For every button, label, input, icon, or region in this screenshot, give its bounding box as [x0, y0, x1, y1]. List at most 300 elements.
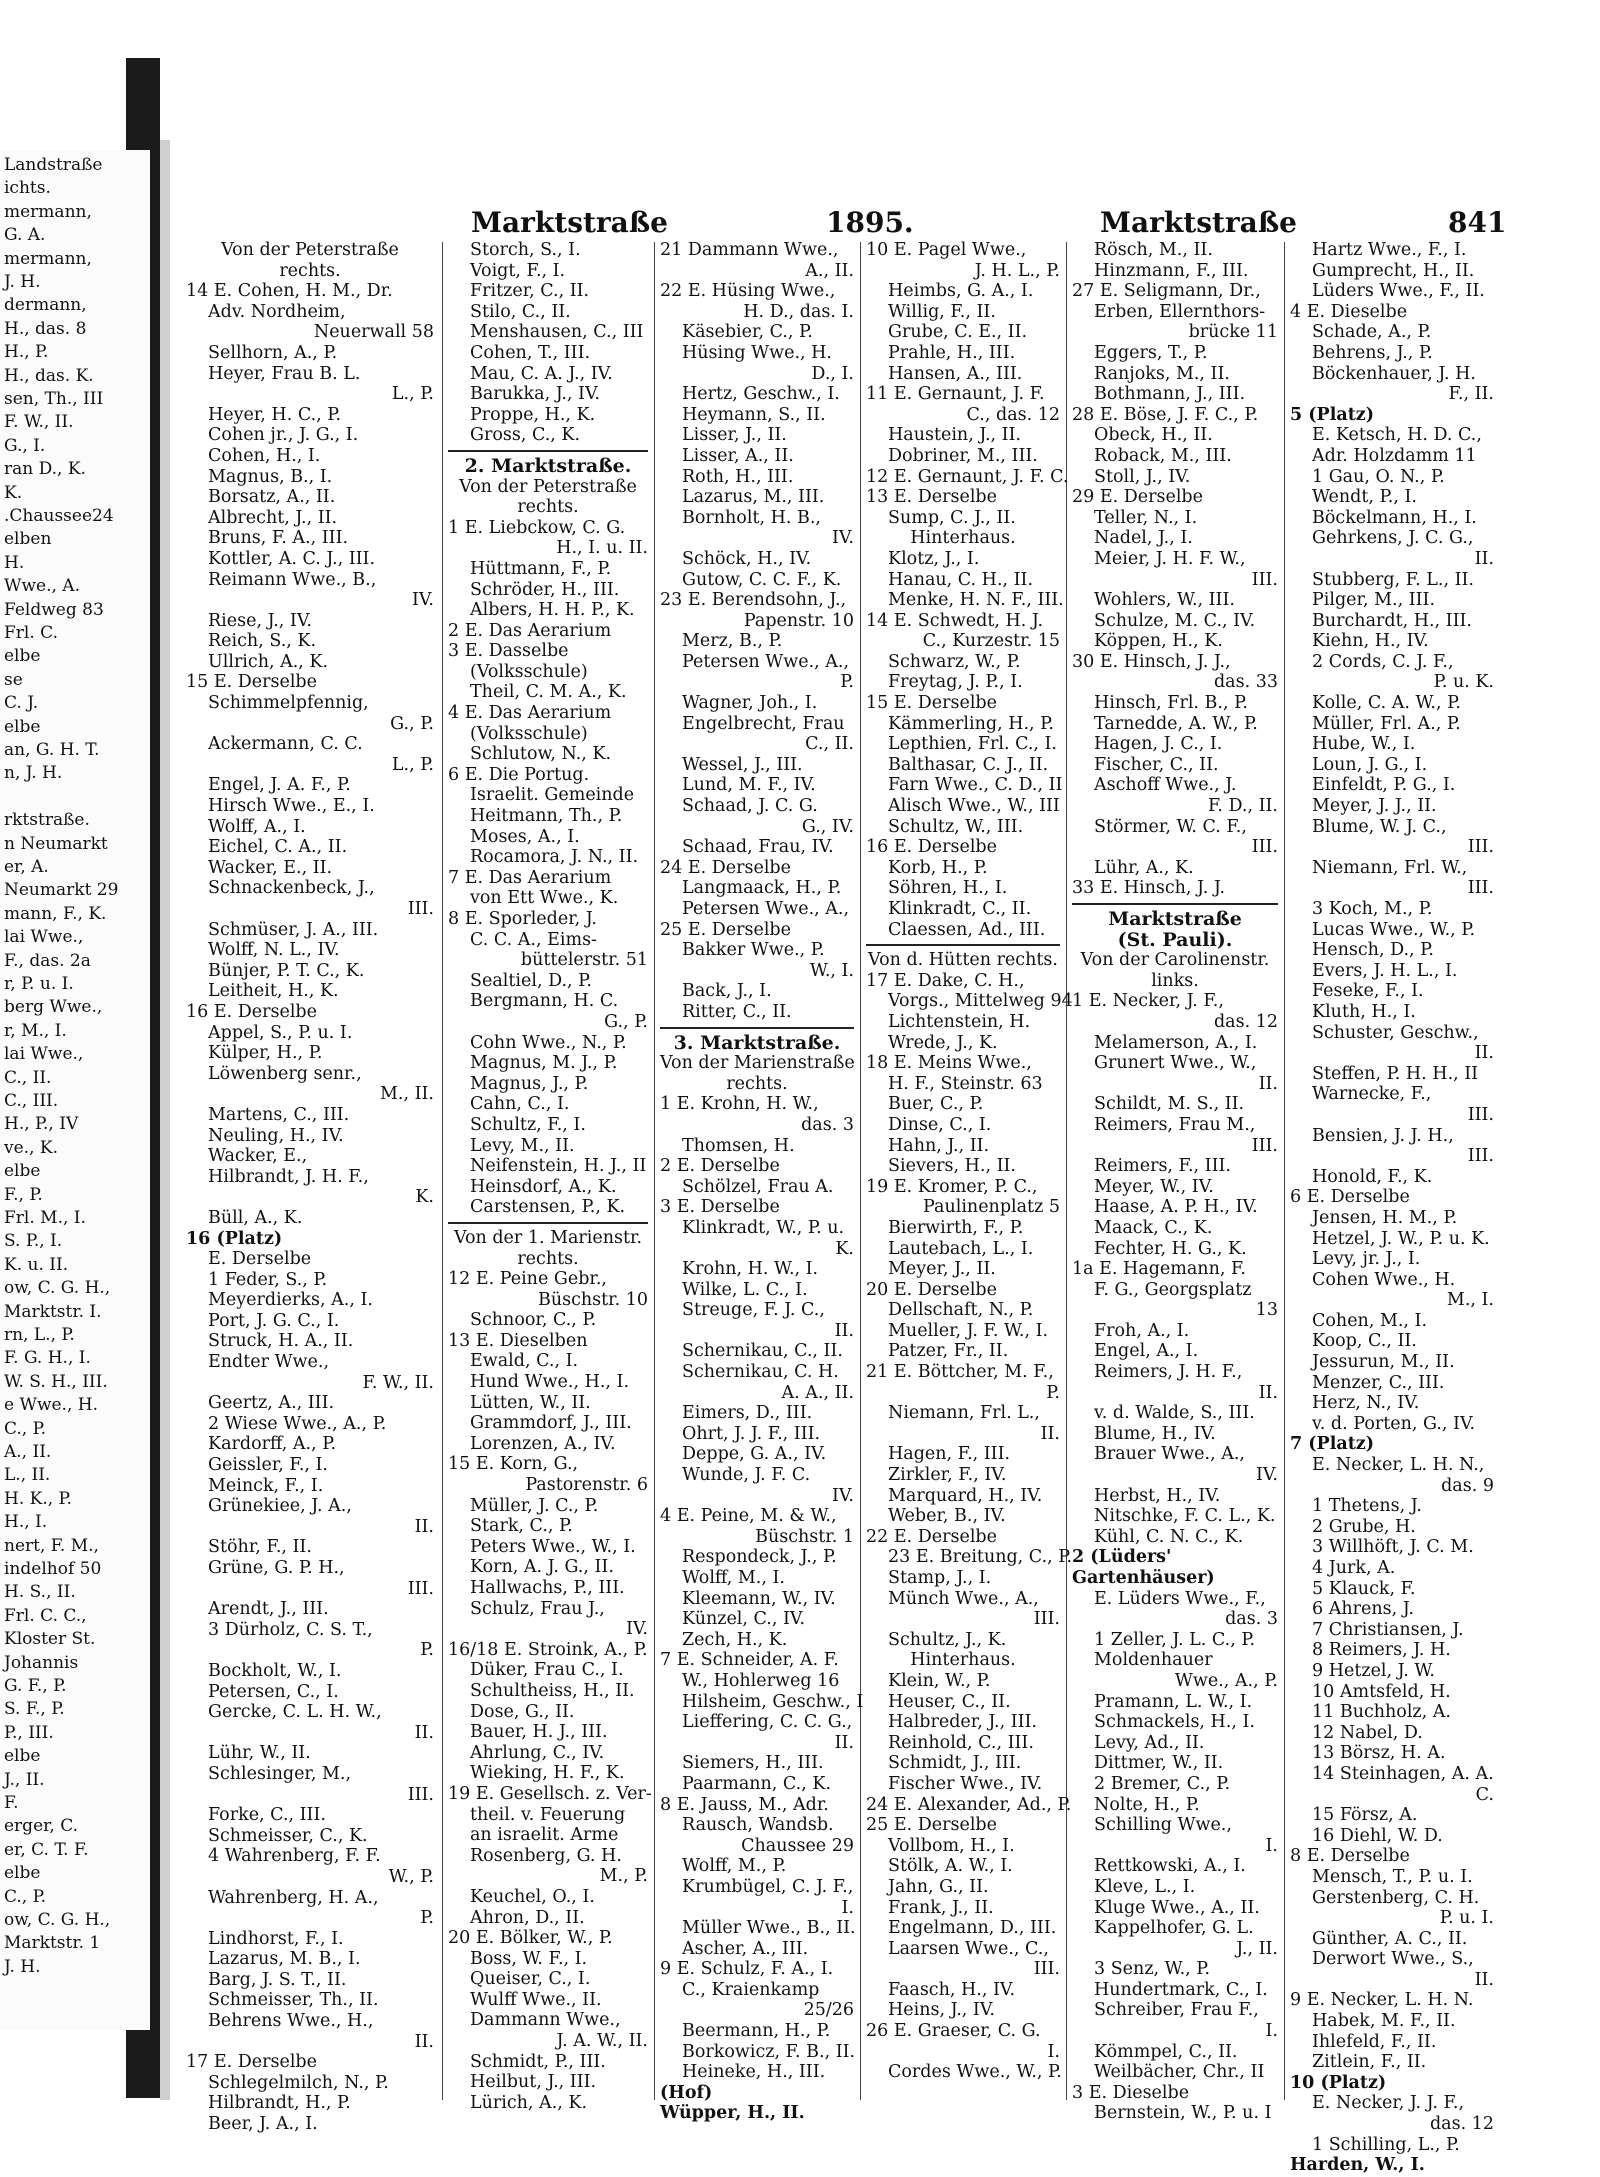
- directory-entry-line: Meyer, J., II.: [888, 1259, 996, 1280]
- previous-page-line: J., II.: [4, 1769, 45, 1790]
- directory-entry-line: 26 E. Graeser, C. G.: [866, 2021, 1041, 2042]
- column-divider: [442, 242, 443, 2100]
- directory-entry-line: Schöck, H., IV.: [682, 548, 812, 569]
- previous-page-line: e Wwe., H.: [4, 1395, 98, 1416]
- directory-entry-line: 24 E. Alexander, Ad., P.: [866, 1794, 1072, 1815]
- previous-page-line: Marktstr. I.: [4, 1301, 102, 1322]
- directory-entry-line: Siemers, H., III.: [682, 1753, 824, 1774]
- directory-entry-line: 16 Diehl, W. D.: [1312, 1825, 1443, 1846]
- directory-entry-line: Levy, M., II.: [470, 1135, 575, 1156]
- directory-entry-line: 2 Cords, C. J. F.,: [1312, 651, 1454, 672]
- directory-entry-line: Ewald, C., I.: [470, 1351, 579, 1372]
- directory-entry-line: Paarmann, C., K.: [682, 1773, 832, 1794]
- directory-entry-line: P. u. K.: [1433, 672, 1494, 693]
- directory-entry-line: 21 E. Böttcher, M. F.,: [866, 1362, 1054, 1383]
- previous-page-line: Landstraße: [4, 155, 103, 175]
- directory-entry-line: Gutow, C. C. F., K.: [682, 569, 842, 590]
- previous-page-line: elbe: [4, 1161, 41, 1182]
- directory-entry-line: 20 E. Derselbe: [866, 1279, 997, 1300]
- directory-entry-line: Wendt, P., I.: [1312, 487, 1417, 508]
- directory-entry-line: 13 Börsz, H. A.: [1312, 1743, 1446, 1764]
- directory-entry-line: Pastorenstr. 6: [525, 1475, 648, 1496]
- directory-entry-line: Feseke, F., I.: [1312, 981, 1424, 1002]
- directory-entry-line: C., II.: [805, 734, 854, 755]
- directory-entry-line: 14 Steinhagen, A. A.: [1312, 1763, 1494, 1784]
- directory-entry-line: 3 Senz, W., P.: [1094, 1959, 1211, 1980]
- street-section-heading: (St. Pauli).: [1117, 928, 1233, 951]
- directory-entry-line: Menke, H. N. F., III.: [888, 590, 1064, 611]
- directory-entry-line: I.: [841, 1897, 854, 1918]
- directory-entry-line: das. 12: [1429, 2114, 1494, 2135]
- directory-entry-line: Brauer Wwe., A.,: [1094, 1444, 1245, 1465]
- directory-entry-line: 20 E. Bölker, W., P.: [448, 1928, 613, 1949]
- directory-entry-line: Magnus, B., I.: [208, 466, 333, 487]
- directory-entry-line: Heuser, C., II.: [888, 1691, 1011, 1712]
- directory-entry-line: Struck, H. A., II.: [208, 1331, 354, 1352]
- previous-page-fragment: [0, 150, 150, 2030]
- column-1: [186, 240, 434, 2135]
- directory-entry-line: E. Lüders Wwe., F.,: [1094, 1588, 1266, 1609]
- directory-entry-line: 1a E. Hagemann, F.: [1072, 1259, 1246, 1280]
- directory-entry-line: Wacker, E., II.: [208, 857, 333, 878]
- directory-entry-line: Kolle, C. A. W., P.: [1312, 693, 1461, 714]
- directory-entry-line: 15 E. Derselbe: [866, 693, 997, 714]
- directory-entry-line: Schnoor, C., P.: [470, 1310, 597, 1331]
- directory-entry-line: Von der 1. Marienstr.: [453, 1227, 643, 1248]
- directory-entry-line: Borkowicz, F. B., II.: [682, 2041, 856, 2062]
- directory-entry-line: Fischer Wwe., IV.: [888, 1773, 1043, 1794]
- directory-entry-line: Reimers, Frau M.,: [1094, 1114, 1256, 1135]
- directory-entry-line: C. C. A., Eims-: [470, 929, 597, 950]
- directory-entry-line: Steffen, P. H. H., II: [1312, 1063, 1479, 1084]
- directory-entry-line: Bernstein, W., P. u. I: [1094, 2103, 1272, 2124]
- directory-entry-line: Schlegelmilch, N., P.: [208, 2072, 389, 2093]
- previous-page-line: Neumarkt 29: [4, 880, 119, 901]
- directory-entry-line: I.: [1265, 1835, 1278, 1856]
- directory-entry-line: Von der Carolinenstr.: [1080, 950, 1270, 971]
- directory-entry-line: Roback, M., III.: [1094, 445, 1232, 466]
- directory-entry-line: P. u. I.: [1439, 1908, 1494, 1929]
- directory-entry-line: Wohlers, W., III.: [1094, 590, 1235, 611]
- directory-entry-line: Hund Wwe., H., I.: [470, 1372, 630, 1393]
- directory-entry-line: Boss, W. F., I.: [470, 1948, 588, 1969]
- previous-page-line: S. P., I.: [4, 1231, 63, 1252]
- left-running-title: Marktstraße: [471, 206, 668, 239]
- directory-entry-line: Riese, J., IV.: [208, 610, 312, 631]
- directory-entry-line: Meyer, J. J., II.: [1312, 796, 1437, 817]
- directory-entry-line: 29 E. Derselbe: [1072, 487, 1203, 508]
- directory-entry-line: 10 (Platz): [1290, 2072, 1387, 2093]
- directory-entry-line: M., II.: [380, 1084, 434, 1105]
- directory-entry-line: W., Hohlerweg 16: [682, 1670, 840, 1691]
- directory-entry-line: Stark, C., P.: [470, 1516, 573, 1537]
- previous-page-line: L., II.: [4, 1465, 51, 1486]
- directory-entry-line: Hetzel, J. W., P. u. K.: [1312, 1228, 1490, 1249]
- directory-entry-line: Hilsheim, Geschw., I: [682, 1691, 864, 1712]
- previous-page-line: r, M., I.: [4, 1020, 67, 1041]
- directory-entry-line: 12 E. Gernaunt, J. F. C.: [866, 466, 1069, 487]
- directory-entry-line: Reinhold, C., III.: [888, 1732, 1034, 1753]
- directory-entry-line: Wolff, A., I.: [208, 816, 306, 837]
- directory-entry-line: Lieffering, C. C. G.,: [682, 1712, 853, 1733]
- directory-entry-line: Lepthien, Frl. C., I.: [888, 734, 1057, 755]
- directory-entry-line: Böckelmann, H., I.: [1312, 507, 1477, 528]
- directory-entry-line: (Volksschule): [470, 661, 588, 682]
- directory-entry-line: III.: [407, 1578, 434, 1599]
- directory-entry-line: an israelit. Arme: [470, 1825, 619, 1846]
- previous-page-line: erger, C.: [4, 1816, 79, 1837]
- directory-entry-line: Krumbügel, C. J. F.,: [682, 1876, 854, 1897]
- directory-entry-line: Hilbrandt, J. H. F.,: [208, 1166, 369, 1187]
- directory-entry-line: III.: [1033, 1609, 1060, 1630]
- directory-entry-line: C.: [1475, 1784, 1494, 1805]
- directory-entry-line: Petersen, C., I.: [208, 1681, 339, 1702]
- directory-entry-line: Hundertmark, C., I.: [1094, 1979, 1268, 2000]
- directory-entry-line: links.: [1151, 970, 1199, 991]
- directory-entry-line: Borsatz, A., II.: [208, 487, 336, 508]
- directory-entry-line: 12 E. Peine Gebr.,: [448, 1269, 607, 1290]
- directory-entry-line: III.: [407, 899, 434, 919]
- directory-entry-line: Wüpper, H., II.: [660, 2103, 805, 2124]
- directory-entry-line: Lühr, A., K.: [1094, 857, 1194, 878]
- directory-entry-line: Burchardt, H., III.: [1312, 610, 1472, 631]
- directory-entry-line: Kardorff, A., P.: [208, 1434, 337, 1455]
- directory-entry-line: Streuge, F. J. C.,: [682, 1300, 825, 1321]
- column-divider: [654, 242, 655, 2100]
- directory-entry-line: Wwe., A., P.: [1174, 1670, 1278, 1691]
- directory-entry-line: Hensch, D., P.: [1312, 940, 1434, 961]
- directory-entry-line: C., Kraienkamp: [682, 1979, 820, 2000]
- directory-entry-line: Dellschaft, N., P.: [888, 1300, 1034, 1321]
- directory-entry-line: rechts.: [517, 1248, 579, 1269]
- directory-entry-line: Lühr, W., II.: [208, 1743, 311, 1764]
- previous-page-line: lai Wwe.,: [4, 927, 84, 948]
- directory-entry-line: Ahron, D., II.: [470, 1907, 585, 1928]
- directory-entry-line: Schuster, Geschw.,: [1312, 1022, 1479, 1043]
- directory-entry-line: Lisser, A., II.: [682, 445, 794, 466]
- directory-entry-line: Külper, H., P.: [208, 1043, 323, 1064]
- directory-entry-line: Kühl, C. N. C., K.: [1094, 1526, 1244, 1547]
- directory-entry-line: Gehrkens, J. C. G.,: [1312, 528, 1474, 549]
- directory-entry-line: Münch Wwe., A.,: [888, 1588, 1039, 1609]
- directory-entry-line: Fischer, C., II.: [1094, 754, 1219, 775]
- previous-page-line: rn, L., P.: [4, 1325, 75, 1345]
- previous-page-line: C. J.: [4, 693, 39, 714]
- directory-entry-line: Papenstr. 10: [743, 610, 854, 631]
- directory-entry-line: Honold, F., K.: [1312, 1166, 1433, 1187]
- section-rule: [448, 1222, 648, 1224]
- directory-entry-line: Löwenberg senr.,: [208, 1063, 362, 1084]
- directory-entry-line: Klinkradt, W., P. u.: [682, 1217, 845, 1238]
- directory-entry-line: rechts.: [279, 260, 341, 281]
- section-rule: [448, 450, 648, 452]
- directory-entry-line: Ullrich, A., K.: [208, 651, 329, 672]
- directory-entry-line: Bakker Wwe., P.: [682, 940, 825, 961]
- directory-entry-line: IV.: [831, 528, 854, 549]
- directory-entry-line: Prahle, H., III.: [888, 342, 1016, 363]
- directory-entry-line: 15 Försz, A.: [1312, 1805, 1418, 1826]
- directory-entry-line: 4 E. Das Aerarium: [448, 703, 612, 724]
- directory-entry-line: I.: [1265, 2021, 1278, 2042]
- directory-entry-line: rechts.: [726, 1073, 788, 1094]
- directory-entry-line: Arendt, J., III.: [208, 1599, 329, 1620]
- directory-entry-line: Dammann Wwe.,: [470, 2010, 621, 2031]
- directory-entry-line: Heyer, Frau B. L.: [208, 363, 361, 384]
- directory-entry-line: Rettkowski, A., I.: [1094, 1856, 1246, 1877]
- directory-entry-line: Jensen, H. M., P.: [1312, 1207, 1458, 1228]
- previous-page-line: S. F., P.: [4, 1699, 65, 1720]
- directory-entry-line: Schmidt, P., III.: [470, 2051, 606, 2072]
- directory-entry-line: 28 E. Böse, J. F. C., P.: [1072, 404, 1259, 425]
- directory-entry-line: von Ett Wwe., K.: [470, 888, 619, 909]
- directory-entry-line: 33 E. Hinsch, J. J.: [1072, 878, 1226, 899]
- directory-entry-line: 16 E. Derselbe: [186, 1001, 317, 1022]
- directory-entry-line: Schernikau, C., II.: [682, 1341, 843, 1362]
- directory-entry-line: 7 (Platz): [1290, 1434, 1374, 1455]
- section-rule: [866, 944, 1060, 946]
- directory-entry-line: 4 Wahrenberg, F. F.: [208, 1846, 381, 1867]
- directory-entry-line: Dobriner, M., III.: [888, 445, 1038, 466]
- directory-entry-line: Bockholt, W., I.: [208, 1660, 342, 1681]
- right-running-title: Marktstraße: [1100, 206, 1297, 239]
- directory-entry-line: G., P.: [390, 713, 434, 734]
- directory-entry-line: Reimers, F., III.: [1094, 1156, 1231, 1177]
- directory-entry-line: H. F., Steinstr. 63: [888, 1073, 1043, 1094]
- directory-entry-line: Bothmann, J., III.: [1094, 384, 1246, 405]
- directory-entry-line: 8 E. Derselbe: [1290, 1846, 1410, 1867]
- directory-entry-line: Kiehn, H., IV.: [1312, 631, 1429, 652]
- previous-page-line: G. F., P.: [4, 1676, 67, 1696]
- directory-entry-line: II.: [414, 2031, 434, 2052]
- directory-entry-line: Hartz Wwe., F., I.: [1312, 240, 1467, 260]
- directory-entry-line: 2 Wiese Wwe., A., P.: [208, 1413, 387, 1434]
- directory-entry-line: Beermann, H., P.: [682, 2021, 831, 2042]
- directory-entry-line: Dose, G., II.: [470, 1701, 575, 1722]
- directory-entry-line: Hagen, F., III.: [888, 1444, 1011, 1465]
- directory-entry-line: Schultz, J., K.: [888, 1629, 1007, 1650]
- previous-page-line: mermann,: [4, 201, 92, 222]
- directory-entry-line: H., I. u. II.: [556, 538, 648, 559]
- directory-entry-line: Blume, H., IV.: [1094, 1423, 1216, 1444]
- directory-entry-line: 9 Hetzel, J. W.: [1312, 1660, 1435, 1681]
- directory-entry-line: 17 E. Dake, C. H.,: [866, 970, 1025, 991]
- directory-entry-line: Meinck, F., I.: [208, 1475, 324, 1496]
- directory-entry-line: 1 Thetens, J.: [1312, 1496, 1422, 1517]
- previous-page-line: sen, Th., III: [4, 389, 104, 409]
- directory-entry-line: Behrens, J., P.: [1312, 342, 1433, 363]
- directory-entry-line: Mau, C. A. J., IV.: [470, 363, 613, 384]
- previous-page-line: berg Wwe.,: [4, 997, 103, 1018]
- directory-entry-line: 14 E. Cohen, H. M., Dr.: [186, 281, 393, 302]
- directory-entry-line: Grunert Wwe., W.,: [1094, 1053, 1257, 1074]
- directory-entry-line: Böckenhauer, J. H.: [1312, 363, 1476, 384]
- directory-entry-line: Vollbom, H., I.: [888, 1835, 1015, 1856]
- directory-entry-line: Hinzmann, F., III.: [1094, 260, 1249, 281]
- directory-entry-line: Hube, W., I.: [1312, 734, 1416, 755]
- directory-entry-line: Käsebier, C., P.: [682, 322, 813, 343]
- directory-entry-line: Ritter, C., II.: [682, 1001, 792, 1022]
- directory-entry-line: Teller, N., I.: [1094, 507, 1198, 528]
- directory-entry-line: das. 9: [1441, 1475, 1494, 1496]
- directory-entry-line: III.: [1251, 569, 1278, 590]
- directory-entry-line: Cohen, H., I.: [208, 445, 321, 466]
- directory-entry-line: Frank, J., II.: [888, 1897, 994, 1918]
- directory-entry-line: Sievers, H., II.: [888, 1156, 1016, 1177]
- directory-entry-line: Krohn, H. W., I.: [682, 1259, 819, 1280]
- directory-entry-line: Kluge Wwe., A., II.: [1094, 1897, 1260, 1918]
- directory-entry-line: Klotz, J., I.: [888, 548, 980, 569]
- previous-page-line: elbe: [4, 646, 41, 667]
- directory-entry-line: Port, J. G. C., I.: [208, 1310, 340, 1331]
- directory-entry-line: 3 Koch, M., P.: [1312, 899, 1433, 919]
- directory-entry-line: Moldenhauer: [1094, 1650, 1213, 1671]
- directory-entry-line: 30 E. Hinsch, J. J.,: [1072, 651, 1231, 672]
- directory-entry-line: 4 E. Dieselbe: [1290, 301, 1408, 322]
- directory-entry-line: Müller, J. C., P.: [470, 1495, 599, 1516]
- directory-entry-line: Cohn Wwe., N., P.: [470, 1032, 627, 1053]
- directory-entry-line: Freytag, J. P., I.: [888, 672, 1023, 693]
- directory-entry-line: Ascher, A., III.: [682, 1938, 809, 1959]
- directory-entry-line: Reich, S., K.: [208, 631, 317, 652]
- directory-entry-line: Stölk, A. W., I.: [888, 1856, 1013, 1877]
- directory-entry-line: III.: [1467, 837, 1494, 858]
- directory-entry-line: brücke 11: [1188, 322, 1278, 343]
- directory-entry-line: Ahrlung, C., IV.: [470, 1742, 605, 1763]
- directory-entry-line: Cordes Wwe., W., P.: [888, 2062, 1062, 2083]
- directory-entry-line: 15 E. Derselbe: [186, 672, 317, 693]
- directory-entry-line: Schimmelpfennig,: [208, 693, 369, 714]
- directory-entry-line: Korn, A. J. G., II.: [470, 1557, 614, 1578]
- directory-entry-line: C., Kurzestr. 15: [922, 631, 1060, 652]
- directory-entry-line: Einfeldt, P. G., I.: [1312, 775, 1456, 796]
- directory-entry-line: Pilger, M., III.: [1312, 590, 1436, 611]
- directory-entry-line: 16/18 E. Stroink, A., P.: [448, 1639, 648, 1660]
- directory-entry-line: Herbst, H., IV.: [1094, 1485, 1221, 1506]
- directory-entry-line: Cohen jr., J. G., I.: [208, 425, 359, 446]
- directory-entry-line: Wolff, N. L., IV.: [208, 940, 340, 961]
- directory-entry-line: Hallwachs, P., III.: [470, 1578, 625, 1598]
- directory-entry-line: Petersen Wwe., A.,: [682, 651, 850, 672]
- directory-entry-line: das. 3: [1225, 1609, 1278, 1630]
- directory-entry-line: Schulz, Frau J.,: [470, 1598, 605, 1619]
- directory-entry-line: Grünekiee, J. A.,: [208, 1496, 352, 1517]
- directory-entry-line: Zitlein, F., II.: [1312, 2052, 1427, 2073]
- directory-entry-line: Loun, J. G., I.: [1312, 754, 1428, 775]
- directory-entry-line: Adr. Holzdamm 11: [1312, 445, 1477, 466]
- directory-entry-line: E. Necker, L. H. N.,: [1312, 1455, 1485, 1476]
- directory-entry-line: III.: [407, 1784, 434, 1805]
- directory-entry-line: 13: [1255, 1300, 1278, 1321]
- directory-entry-line: Schreiber, Frau F.,: [1094, 2000, 1259, 2021]
- directory-entry-line: Kappelhofer, G. L.: [1094, 1918, 1254, 1939]
- directory-entry-line: Ranjoks, M., II.: [1094, 363, 1230, 384]
- directory-entry-line: Cohen, T., III.: [470, 342, 591, 363]
- directory-entry-line: Heineke, H., III.: [682, 2062, 826, 2083]
- directory-page: [176, 140, 1600, 2176]
- directory-entry-line: Wrede, J., K.: [888, 1032, 998, 1053]
- directory-entry-line: M., I.: [1446, 1290, 1494, 1311]
- directory-entry-line: Eichel, C. A., II.: [208, 837, 348, 858]
- previous-page-line: Feldweg 83: [4, 599, 104, 620]
- directory-entry-line: Halbreder, J., III.: [888, 1712, 1037, 1733]
- directory-entry-line: Cohen, M., I.: [1312, 1310, 1428, 1331]
- previous-page-line: H. K., P.: [4, 1488, 72, 1509]
- directory-entry-line: Kämmerling, H., P.: [888, 713, 1054, 734]
- directory-entry-line: IV.: [1255, 1465, 1278, 1486]
- directory-entry-line: Theil, C. M. A., K.: [470, 682, 627, 703]
- directory-entry-line: Engelbrecht, Frau: [682, 713, 845, 734]
- directory-entry-line: Müller Wwe., B., II.: [682, 1918, 856, 1939]
- previous-page-line: Frl. C. C.,: [4, 1605, 87, 1626]
- street-section-heading: 3. Marktstraße.: [673, 1031, 841, 1054]
- directory-entry-line: Söhren, H., I.: [888, 878, 1008, 899]
- directory-entry-line: Merz, B., P.: [682, 631, 783, 652]
- directory-entry-line: Bergmann, H. C.: [470, 991, 619, 1012]
- directory-entry-line: Roth, H., III.: [682, 466, 794, 487]
- previous-page-line: J. H.: [4, 1956, 41, 1977]
- directory-entry-line: das. 3: [801, 1114, 854, 1135]
- directory-entry-line: Meier, J. H. F. W.,: [1094, 548, 1246, 569]
- previous-page-line: H., I.: [4, 1512, 48, 1533]
- directory-entry-line: Back, J., I.: [682, 981, 772, 1002]
- previous-page-line: er, A.: [4, 857, 49, 877]
- page-gutter: [160, 140, 170, 2100]
- previous-page-line: W. S. H., III.: [4, 1371, 108, 1392]
- directory-entry-line: büttelerstr. 51: [520, 950, 648, 971]
- directory-entry-line: 18 E. Meins Wwe.,: [866, 1053, 1032, 1074]
- directory-entry-line: Obeck, H., II.: [1094, 425, 1213, 446]
- directory-entry-line: 4 Jurk, A.: [1312, 1558, 1396, 1578]
- directory-entry-line: 23 E. Berendsohn, J.,: [660, 590, 847, 611]
- previous-page-line: ve., K.: [4, 1137, 58, 1158]
- directory-entry-line: 4 E. Peine, M. & W.,: [660, 1506, 837, 1527]
- directory-entry-line: Kleve, L., I.: [1094, 1876, 1196, 1897]
- directory-entry-line: 5 Klauck, F.: [1312, 1578, 1416, 1599]
- directory-entry-line: Buer, C., P.: [888, 1094, 984, 1115]
- directory-entry-line: I.: [1047, 2041, 1060, 2062]
- directory-entry-line: Jahn, G., II.: [888, 1876, 989, 1897]
- directory-entry-line: Hüsing Wwe., H.: [682, 342, 832, 363]
- directory-entry-line: M., P.: [599, 1866, 648, 1887]
- directory-entry-line: Storch, S., I.: [470, 240, 581, 260]
- directory-entry-line: Moses, A., I.: [470, 826, 580, 847]
- directory-entry-line: II.: [1040, 1423, 1060, 1444]
- directory-entry-line: Bruns, F. A., III.: [208, 528, 349, 549]
- directory-entry-line: Eimers, D., III.: [682, 1403, 813, 1424]
- previous-page-line: H., das. K.: [4, 365, 94, 386]
- directory-entry-line: Weber, B., IV.: [888, 1506, 1006, 1527]
- directory-entry-line: Schröder, H., III.: [470, 579, 620, 600]
- directory-entry-line: P.: [420, 1908, 434, 1929]
- directory-entry-line: Lüders Wwe., F., II.: [1312, 281, 1485, 302]
- directory-entry-line: Fechter, H. G., K.: [1094, 1238, 1247, 1259]
- directory-entry-line: Weilbächer, Chr., II: [1094, 2062, 1265, 2083]
- directory-entry-line: 13 E. Dieselben: [448, 1330, 588, 1351]
- street-section-heading: 2. Marktstraße.: [464, 454, 632, 477]
- directory-entry-line: Lazarus, M. B., I.: [208, 1949, 361, 1970]
- directory-entry-line: 3 E. Derselbe: [660, 1197, 780, 1218]
- directory-entry-line: D., I.: [811, 363, 854, 384]
- directory-entry-line: 11 Buchholz, A.: [1312, 1702, 1451, 1723]
- directory-entry-line: Froh, A., I.: [1094, 1320, 1190, 1341]
- directory-entry-line: Schwarz, W., P.: [888, 651, 1021, 672]
- directory-entry-line: Schultheiss, H., II.: [470, 1680, 635, 1701]
- directory-entry-line: Niemann, Frl. W.,: [1312, 857, 1468, 878]
- directory-entry-line: 8 Reimers, J. H.: [1312, 1640, 1451, 1661]
- previous-page-line: .Chaussee24: [4, 506, 114, 526]
- previous-page-line: er, C. T. F.: [4, 1839, 89, 1860]
- previous-page-line: F. G. H., I.: [4, 1348, 91, 1369]
